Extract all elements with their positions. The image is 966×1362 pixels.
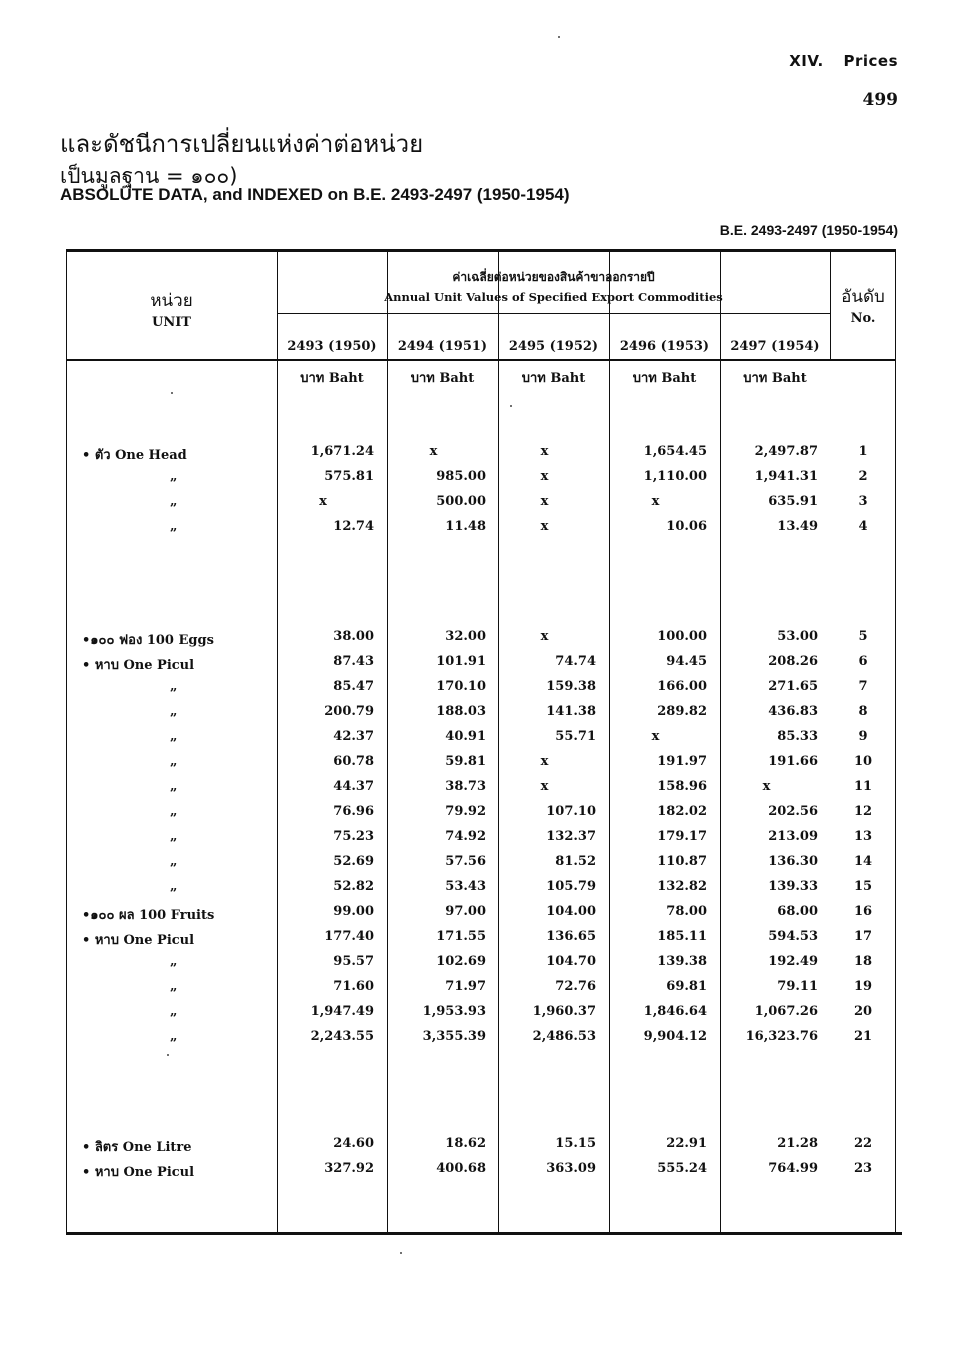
row-unit-label: „: [170, 679, 178, 694]
value-cell: 75.23: [333, 829, 374, 844]
row-number: 5: [858, 629, 868, 644]
row-unit-label: „: [170, 704, 178, 719]
row-number: 13: [853, 829, 873, 844]
row-unit-label: • หาบ One Picul: [82, 658, 195, 673]
row-number: 17: [853, 929, 873, 944]
value-cell: 136.30: [768, 854, 818, 869]
value-cell: 166.00: [657, 679, 707, 694]
value-cell: 594.53: [768, 929, 818, 944]
value-cell: 555.24: [657, 1161, 707, 1176]
row-number: 7: [858, 679, 868, 694]
value-cell: 74.92: [445, 829, 486, 844]
value-cell: 202.56: [768, 804, 818, 819]
row-unit-label: „: [170, 954, 178, 969]
value-cell: 191.66: [768, 754, 818, 769]
value-cell: 1,067.26: [754, 1004, 818, 1019]
year-header: 2494 (1951): [397, 339, 488, 354]
value-cell: x: [540, 519, 549, 534]
value-cell: 85.33: [777, 729, 818, 744]
value-cell: 363.09: [546, 1161, 596, 1176]
scan-speck: [167, 1054, 169, 1056]
value-cell: 85.47: [333, 679, 374, 694]
value-cell: 38.00: [333, 629, 374, 644]
value-cell: 53.43: [445, 879, 486, 894]
row-number: 19: [853, 979, 873, 994]
unit-header-thai: หน่วย: [150, 291, 193, 311]
value-cell: 1,947.49: [310, 1004, 374, 1019]
value-cell: 182.02: [657, 804, 707, 819]
row-unit-label: „: [170, 779, 178, 794]
row-unit-label: „: [170, 979, 178, 994]
values-header-en: Annual Unit Values of Specified Export Commodities: [384, 290, 723, 304]
row-unit-label: • ลิตร One Litre: [82, 1140, 192, 1155]
value-cell: 13.49: [777, 519, 818, 534]
section-code: XIV.: [789, 52, 824, 70]
value-cell: x: [651, 729, 660, 744]
value-cell: 1,960.37: [532, 1004, 596, 1019]
no-header-thai: อันดับ: [841, 287, 885, 307]
value-cell: 179.17: [657, 829, 707, 844]
value-cell: 110.87: [657, 854, 707, 869]
row-number: 18: [853, 954, 873, 969]
currency-label: บาท Baht: [410, 371, 475, 386]
value-cell: 12.74: [333, 519, 374, 534]
value-cell: 764.99: [768, 1161, 818, 1176]
value-cell: x: [429, 444, 438, 459]
value-cell: 76.96: [333, 804, 374, 819]
value-cell: 52.69: [333, 854, 374, 869]
value-cell: 105.79: [546, 879, 596, 894]
value-cell: 185.11: [657, 929, 707, 944]
unit-header-en: UNIT: [152, 315, 191, 330]
value-cell: 104.00: [546, 904, 596, 919]
value-cell: x: [540, 469, 549, 484]
value-cell: x: [540, 494, 549, 509]
value-cell: 104.70: [546, 954, 596, 969]
row-number: 16: [853, 904, 873, 919]
table-bottom-rule: [66, 1232, 902, 1235]
value-cell: 11.48: [445, 519, 486, 534]
value-cell: x: [540, 629, 549, 644]
value-cell: 985.00: [436, 469, 486, 484]
value-cell: 158.96: [657, 779, 707, 794]
table-top-rule: [66, 249, 896, 252]
currency-label: บาท Baht: [521, 371, 586, 386]
value-cell: 15.15: [555, 1136, 596, 1151]
value-cell: 213.09: [768, 829, 818, 844]
title-thai-line2: เป็นมูลฐาน = ๑๐๐): [60, 164, 238, 188]
title-thai-line1: และดัชนีการเปลี่ยนแห่งค่าต่อหน่วย: [60, 130, 424, 158]
value-cell: x: [540, 444, 549, 459]
no-header-en: No.: [850, 311, 876, 326]
column-divider: [66, 251, 67, 1233]
value-cell: 400.68: [436, 1161, 486, 1176]
row-number: 21: [853, 1029, 873, 1044]
value-cell: 635.91: [768, 494, 818, 509]
row-unit-label: •๑๐๐ ฟอง 100 Eggs: [82, 633, 214, 648]
row-number: 3: [858, 494, 868, 509]
value-cell: 1,671.24: [310, 444, 374, 459]
value-cell: x: [540, 754, 549, 769]
value-cell: 575.81: [324, 469, 374, 484]
value-cell: 132.37: [546, 829, 596, 844]
value-cell: 99.00: [333, 904, 374, 919]
column-divider: [387, 251, 388, 1233]
currency-label: บาท Baht: [300, 371, 364, 386]
value-cell: 3,355.39: [422, 1029, 486, 1044]
value-cell: 188.03: [436, 704, 486, 719]
value-cell: 1,654.45: [643, 444, 707, 459]
scan-speck: [510, 405, 512, 407]
row-unit-label: „: [170, 754, 178, 769]
value-cell: 52.82: [333, 879, 374, 894]
value-cell: 87.43: [333, 654, 374, 669]
row-number: 1: [858, 444, 868, 459]
value-cell: 1,941.31: [754, 469, 818, 484]
row-unit-label: „: [170, 1004, 178, 1019]
value-cell: 78.00: [666, 904, 707, 919]
value-cell: 16,323.76: [745, 1029, 818, 1044]
value-cell: 1,953.93: [422, 1004, 486, 1019]
value-cell: 141.38: [546, 704, 596, 719]
value-cell: 132.82: [657, 879, 707, 894]
row-number: 15: [853, 879, 873, 894]
row-unit-label: „: [170, 494, 178, 509]
value-cell: 81.52: [555, 854, 596, 869]
value-cell: 42.37: [333, 729, 374, 744]
page-number: 499: [862, 90, 898, 110]
period-label: B.E. 2493-2497 (1950-1954): [719, 222, 898, 238]
column-divider: [277, 251, 278, 1233]
year-header: 2497 (1954): [730, 339, 820, 354]
value-cell: 69.81: [666, 979, 707, 994]
row-number: 14: [853, 854, 873, 869]
value-cell: x: [540, 779, 549, 794]
value-cell: 40.91: [445, 729, 486, 744]
row-number: 9: [858, 729, 868, 744]
section-header: [775, 52, 898, 70]
currency-label: บาท Baht: [743, 371, 807, 386]
value-cell: 102.69: [436, 954, 486, 969]
value-cell: 9,904.12: [643, 1029, 707, 1044]
scan-speck: [558, 36, 560, 38]
row-number: 20: [853, 1004, 873, 1019]
value-cell: 38.73: [445, 779, 486, 794]
value-cell: 95.57: [333, 954, 374, 969]
price-table: [66, 249, 896, 1235]
value-cell: 289.82: [657, 704, 707, 719]
row-number: 4: [858, 519, 868, 534]
value-cell: 200.79: [324, 704, 374, 719]
value-cell: 1,110.00: [643, 469, 707, 484]
value-cell: 136.65: [546, 929, 596, 944]
row-unit-label: „: [170, 829, 178, 844]
values-header-thai: ค่าเฉลี่ยต่อหน่วยของสินค้าขาออกรายปี: [452, 270, 655, 284]
scan-speck: [400, 1252, 402, 1254]
row-number: 23: [853, 1161, 873, 1176]
currency-label: บาท Baht: [632, 371, 697, 386]
value-cell: 139.33: [768, 879, 818, 894]
value-cell: 71.60: [333, 979, 374, 994]
value-cell: 1,846.64: [643, 1004, 707, 1019]
value-cell: 79.11: [777, 979, 818, 994]
value-cell: 107.10: [546, 804, 596, 819]
value-cell: 22.91: [666, 1136, 707, 1151]
value-cell: 208.26: [768, 654, 818, 669]
row-number: 2: [858, 469, 868, 484]
value-cell: 100.00: [657, 629, 707, 644]
row-number: 10: [853, 754, 873, 769]
value-cell: 94.45: [666, 654, 707, 669]
value-cell: 74.74: [555, 654, 596, 669]
row-number: 22: [853, 1136, 873, 1151]
value-cell: 68.00: [777, 904, 818, 919]
row-unit-label: „: [170, 804, 178, 819]
value-cell: 79.92: [445, 804, 486, 819]
value-cell: 44.37: [333, 779, 374, 794]
value-cell: x: [762, 779, 771, 794]
value-cell: 191.97: [657, 754, 707, 769]
row-unit-label: „: [170, 519, 178, 534]
value-cell: 72.76: [555, 979, 596, 994]
scan-speck: [171, 392, 173, 394]
value-cell: 101.91: [436, 654, 486, 669]
value-cell: 500.00: [436, 494, 486, 509]
row-number: 11: [853, 779, 873, 794]
value-cell: 60.78: [333, 754, 374, 769]
row-number: 8: [858, 704, 868, 719]
value-cell: 177.40: [324, 929, 374, 944]
row-unit-label: •๑๐๐ ผล 100 Fruits: [82, 908, 215, 923]
section-title: Prices: [843, 52, 898, 70]
value-cell: 159.38: [546, 679, 596, 694]
value-cell: 55.71: [555, 729, 596, 744]
year-header: 2496 (1953): [619, 339, 710, 354]
row-number: 6: [858, 654, 868, 669]
value-cell: 271.65: [768, 679, 818, 694]
value-cell: 436.83: [768, 704, 818, 719]
row-unit-label: • หาบ One Picul: [82, 933, 195, 948]
header-rule: [66, 359, 896, 361]
value-cell: 327.92: [324, 1161, 374, 1176]
value-cell: 139.38: [657, 954, 707, 969]
subheader-rule: [277, 313, 830, 314]
column-divider: [498, 251, 499, 1233]
row-unit-label: „: [170, 729, 178, 744]
value-cell: 2,486.53: [532, 1029, 596, 1044]
value-cell: 59.81: [445, 754, 486, 769]
value-cell: x: [319, 494, 327, 509]
value-cell: 21.28: [777, 1136, 818, 1151]
value-cell: 53.00: [777, 629, 818, 644]
value-cell: x: [651, 494, 660, 509]
value-cell: 24.60: [333, 1136, 374, 1151]
value-cell: 97.00: [445, 904, 486, 919]
title-english: ABSOLUTE DATA, and INDEXED on B.E. 2493-2497 (1950-1954): [60, 185, 570, 204]
value-cell: 171.55: [436, 929, 486, 944]
value-cell: 192.49: [768, 954, 818, 969]
year-header: 2493 (1950): [287, 339, 377, 354]
value-cell: 18.62: [445, 1136, 486, 1151]
year-header: 2495 (1952): [508, 339, 599, 354]
value-cell: 71.97: [445, 979, 486, 994]
value-cell: 2,243.55: [310, 1029, 374, 1044]
row-unit-label: • ตัว One Head: [82, 448, 187, 463]
value-cell: 32.00: [445, 629, 486, 644]
row-unit-label: „: [170, 854, 178, 869]
column-divider: [609, 251, 610, 1233]
value-cell: 10.06: [666, 519, 707, 534]
value-cell: 57.56: [445, 854, 486, 869]
column-divider: [720, 251, 721, 1233]
row-unit-label: • หาบ One Picul: [82, 1165, 195, 1180]
row-unit-label: „: [170, 879, 178, 894]
row-unit-label: „: [170, 1029, 178, 1044]
row-number: 12: [853, 804, 873, 819]
value-cell: 2,497.87: [754, 444, 818, 459]
row-unit-label: „: [170, 469, 178, 484]
value-cell: 170.10: [436, 679, 486, 694]
